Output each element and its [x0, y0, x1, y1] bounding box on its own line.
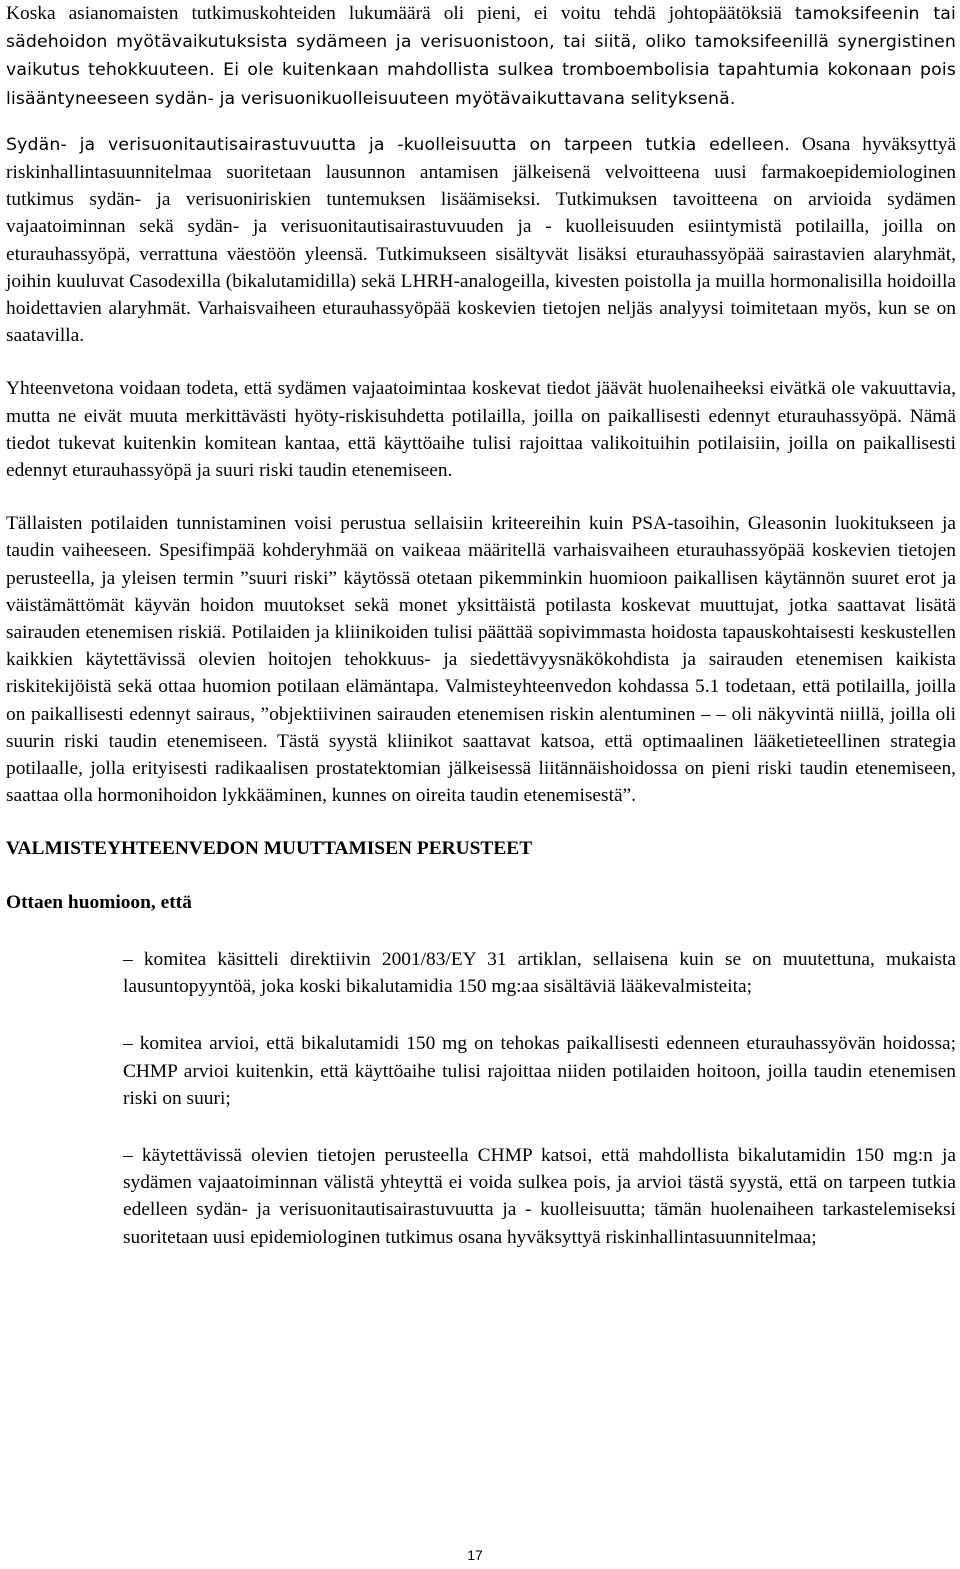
paragraph-1	[6, 0, 956, 113]
paragraph-2	[6, 131, 956, 350]
subheading: Ottaen huomioon, että	[6, 891, 192, 913]
paragraph-4: Tällaisten potilaiden tunnistaminen voisi perustua sellaisiin kriteereihin kuin PSA-tasoihin, Gleasonin luokitukseen ja taudin vaiheeseen. Spesifimpää kohderyhmää on vaikeaa määritellä varhaisvaiheen eturauhassyöpää koskevien tietojen perusteella, ja yleisen termin ”suuri riski” käytössä otetaan pikemminkin huomioon paikallisen käytännön suuret erot ja väistämättömät käyvän hoidon muutokset sekä monet yksittäistä potilasta koskevat muuttujat, jotka saattavat lisätä sairauden etenemisen riskiä. Potilaiden ja kliinikoiden tulisi päättää sopivimmasta hoidosta tapauskohtaisesti keskustellen kaikkien käytettävissä olevien hoitojen tehokkuus- ja siedettävyysnäkökohdista ja sairauden etenemisen kaikista riskitekijöistä sekä ottaa huomion potilaan elämäntapa. Valmisteyhteenvedon kohdassa 5.1 todetaan, että potilailla, joilla on paikallisesti edennyt sairaus, ”objektiivinen sairauden etenemisen riskin alentuminen – – oli näkyvintä niillä, joilla oli suurin riski taudin etenemiseen. Tästä syystä kliinikot saattavat katsoa, että optimaalinen lääketieteellinen strategia potilaalle, jolla erityisesti radikaalisen prostatektomian jälkeisessä liitännäishoidossa on pieni riski taudin etenemiseen, saattaa olla hormonihoidon lykkääminen, kunnes on oireita taudin etenemisestä”.	[6, 513, 956, 807]
paragraph-1-serif-lead: Koska asianomaisten tutkimuskohteiden lukumäärä oli pieni, ei voitu tehdä johtopäätöksiä	[6, 3, 782, 24]
page-number: 17	[467, 1547, 483, 1563]
paragraph-3: Yhteenvetona voidaan todeta, että sydämen vajaatoimintaa koskevat tiedot jäävät huolenaiheeksi eivätkä ole vakuuttavia, mutta ne eivät muuta merkittävästi hyöty-riskisuhdetta potilailla, joilla on paikallisesti edennyt eturauhassyöpä. Nämä tiedot tukevat kuitenkin komitean kantaa, että käyttöaihe tulisi rajoittaa valikoituihin potilaisiin, joilla on paikallisesti edennyt eturauhassyöpä ja suuri riski taudin etenemiseen.	[6, 378, 956, 482]
section-heading: VALMISTEYHTEENVEDON MUUTTAMISEN PERUSTEET	[6, 838, 533, 860]
document-page	[6, 0, 956, 1251]
bullet-item-1: – komitea käsitteli direktiivin 2001/83/EY 31 artiklan, sellaisena kuin se on muutettuna, mukaista lausuntopyyntöä, joka koski bikalutamidia 150 mg:aa sisältäviä lääkevalmisteita;	[123, 948, 956, 998]
bullet-item-3: – käytettävissä olevien tietojen perusteella CHMP katsoi, että mahdollista bikalutamidin 150 mg:n ja sydämen vajaatoiminnan välistä yhteyttä ei voida sulkea pois, ja arvioi tästä syystä, että on tarpeen tutkia edelleen sydän- ja verisuonitautisairastuvuutta ja - kuolleisuutta; tämän huolenaiheen tarkastelemiseksi suoritetaan uusi epidemiologinen tutkimus osana hyväksyttyä riskinhallintasuunnitelmaa;	[123, 1144, 956, 1248]
paragraph-2-serif-text: Osana hyväksyttyä riskinhallintasuunnitelmaa suoritetaan lausunnon antamisen jälkeisenä velvoitteena uusi farmakoepidemiologinen tutkimus sydän- ja verisuoniriskien tuntemuksen lisäämiseksi. Tutkimuksen tavoitteena on arvioida sydämen vajaatoiminnan sekä sydän- ja verisuonitautisairastuvuuden ja - kuolleisuuden esiintymistä potilailla, joilla on eturauhassyöpä, verrattuna väestöön yleensä. Tutkimukseen sisältyvät lisäksi eturauhassyöpää sairastavien alaryhmät, joihin kuuluvat Casodexilla (bikalutamidilla) sekä LHRH-analogeilla, kivesten poistolla ja muilla hormonalisilla hoidoilla hoidettavien alaryhmät. Varhaisvaiheen eturauhassyöpää koskevien tietojen neljäs analyysi toimitetaan myös, kun se on saatavilla.	[6, 133, 957, 347]
bullet-item-2: – komitea arvioi, että bikalutamidi 150 mg on tehokas paikallisesti edenneen eturauhassyövän hoidossa; CHMP arvioi kuitenkin, että käyttöaihe tulisi rajoittaa niiden potilaiden hoitoon, joilla taudin etenemisen riski on suuri;	[123, 1033, 956, 1109]
paragraph-1-sans-text: tamoksifeenin tai sädehoidon myötävaikutuksista sydämeen ja verisuonistoon, tai siitä, oliko tamoksifeenillä synergistinen vaikutus tehokkuuteen. Ei ole kuitenkaan mahdollista sulkea tromboembolisia tapahtumia kokonaan pois lisääntyneeseen sydän- ja verisuonikuolleisuuteen myötävaikuttavana selityksenä.	[6, 4, 956, 109]
paragraph-2-sans-lead: Sydän- ja verisuonitautisairastuvuutta ja -kuolleisuutta on tarpeen tutkia edelleen.	[6, 134, 790, 155]
